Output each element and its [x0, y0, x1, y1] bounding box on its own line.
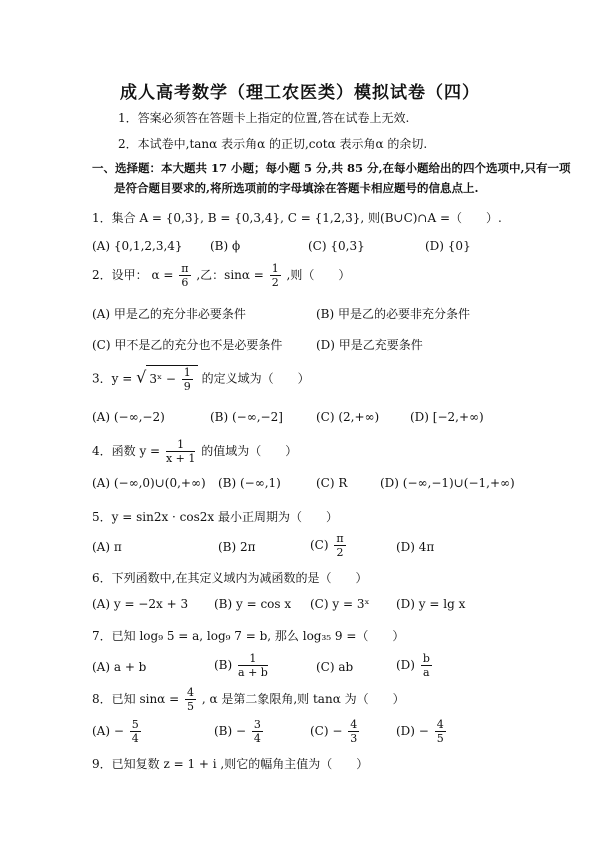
question-7-option-d: (D) $\frac{b}{a}$	[396, 652, 430, 679]
page-title: 成人高考数学（理工农医类）模拟试卷（四）	[120, 83, 480, 103]
fraction: $\frac{1}{9}$	[183, 366, 191, 393]
fraction: $\frac{1}{a + b}$	[238, 652, 268, 679]
question-8-stem: 8．已知 sinα = $\frac{4}{5}$ , α 是第二象限角,则 tanα 为（ ）	[92, 686, 405, 713]
fraction: $\frac{\pi}{2}$	[336, 532, 344, 559]
fraction: $\frac{3}{4}$	[253, 718, 261, 745]
question-6-option-c: (C) y = 3ˣ	[310, 597, 370, 611]
question-3-option-d: (D) [−2,+∞)	[410, 410, 484, 424]
question-2-option-a: (A) 甲是乙的充分非必要条件	[92, 307, 246, 321]
question-8-option-a: (A) − $\frac{5}{4}$	[92, 718, 139, 745]
fraction: $\frac{b}{a}$	[422, 652, 430, 679]
question-6-option-a: (A) y = −2x + 3	[92, 597, 189, 611]
question-5-stem: 5．y = sin2x · cos2x 最小正周期为（ ）	[92, 510, 338, 524]
question-5-option-d: (D) 4π	[396, 540, 435, 554]
question-4-option-b: (B) (−∞,1)	[218, 476, 281, 490]
question-6-option-b: (B) y = cos x	[214, 597, 292, 611]
question-7-option-b: (B) $\frac{1}{a + b}$	[214, 652, 268, 679]
question-1-stem: 1．集合 A = {0,3}, B = {0,3,4}, C = {1,2,3}, 则(B∪C)∩A =（ ）.	[92, 211, 502, 225]
question-2-option-c: (C) 甲不是乙的充分也不是必要条件	[92, 338, 283, 352]
question-5-option-a: (A) π	[92, 540, 122, 554]
question-3-option-a: (A) (−∞,−2)	[92, 410, 165, 424]
section-heading-line1: 一、选择题：本大题共 17 小题；每小题 5 分,共 85 分,在每小题给出的四个选项中,只有一项	[92, 161, 571, 175]
question-7-option-a: (A) a + b	[92, 660, 147, 674]
fraction: $\frac{1}{x + 1}$	[165, 438, 196, 465]
question-1-option-a: (A) {0,1,2,3,4}	[92, 239, 183, 253]
fraction: $\frac{4}{5}$	[436, 718, 444, 745]
question-8-option-b: (B) − $\frac{3}{4}$	[214, 718, 261, 745]
question-3-stem: 3．y = √ 3ˣ − $\frac{1}{9}$ 的定义域为（ ）	[92, 366, 310, 393]
question-7-option-c: (C) ab	[316, 660, 354, 674]
fraction: $\frac{\pi}{6}$	[181, 262, 189, 289]
fraction: $\frac{1}{2}$	[271, 262, 279, 289]
question-6-stem: 6．下列函数中,在其定义域内为减函数的是（ ）	[92, 571, 368, 585]
question-9-stem: 9．已知复数 z = 1 + i ,则它的幅角主值为（ ）	[92, 757, 369, 771]
question-4-option-c: (C) R	[316, 476, 348, 490]
question-1-option-b: (B) ϕ	[210, 239, 241, 253]
question-4-stem: 4．函数 y = $\frac{1}{x + 1}$ 的值域为（ ）	[92, 438, 298, 465]
question-7-stem: 7．已知 log₉ 5 = a, log₉ 7 = b, 那么 log₃₅ 9 =（ ）	[92, 629, 405, 643]
question-8-option-d: (D) − $\frac{4}{5}$	[396, 718, 444, 745]
question-3-option-b: (B) (−∞,−2]	[210, 410, 283, 424]
question-5-option-c: (C) $\frac{\pi}{2}$	[310, 532, 344, 559]
question-4-option-d: (D) (−∞,−1)∪(−1,+∞)	[380, 476, 515, 490]
question-8-option-c: (C) − $\frac{4}{3}$	[310, 718, 358, 745]
note-2: 2．本试卷中,tanα 表示角α 的正切,cotα 表示角α 的余切.	[118, 137, 428, 151]
fraction: $\frac{4}{3}$	[350, 718, 358, 745]
note-1: 1．答案必须答在答题卡上指定的位置,答在试卷上无效.	[118, 111, 410, 125]
fraction: $\frac{5}{4}$	[131, 718, 139, 745]
question-2-option-b: (B) 甲是乙的必要非充分条件	[316, 307, 470, 321]
question-1-option-c: (C) {0,3}	[308, 239, 365, 253]
question-6-option-d: (D) y = lg x	[396, 597, 466, 611]
question-3-option-c: (C) (2,+∞)	[316, 410, 380, 424]
question-1-option-d: (D) {0}	[425, 239, 471, 253]
section-heading-line2: 是符合题目要求的,将所选项前的字母填涂在答题卡相应题号的信息点上.	[114, 181, 479, 195]
question-4-option-a: (A) (−∞,0)∪(0,+∞)	[92, 476, 206, 490]
question-5-option-b: (B) 2π	[218, 540, 256, 554]
fraction: $\frac{4}{5}$	[186, 686, 194, 713]
question-2-option-d: (D) 甲是乙充要条件	[316, 338, 423, 352]
question-2-stem: 2．设甲： α = $\frac{\pi}{6}$ ,乙：sinα = $\frac{1}{2}$ ,则（ ）	[92, 262, 351, 289]
